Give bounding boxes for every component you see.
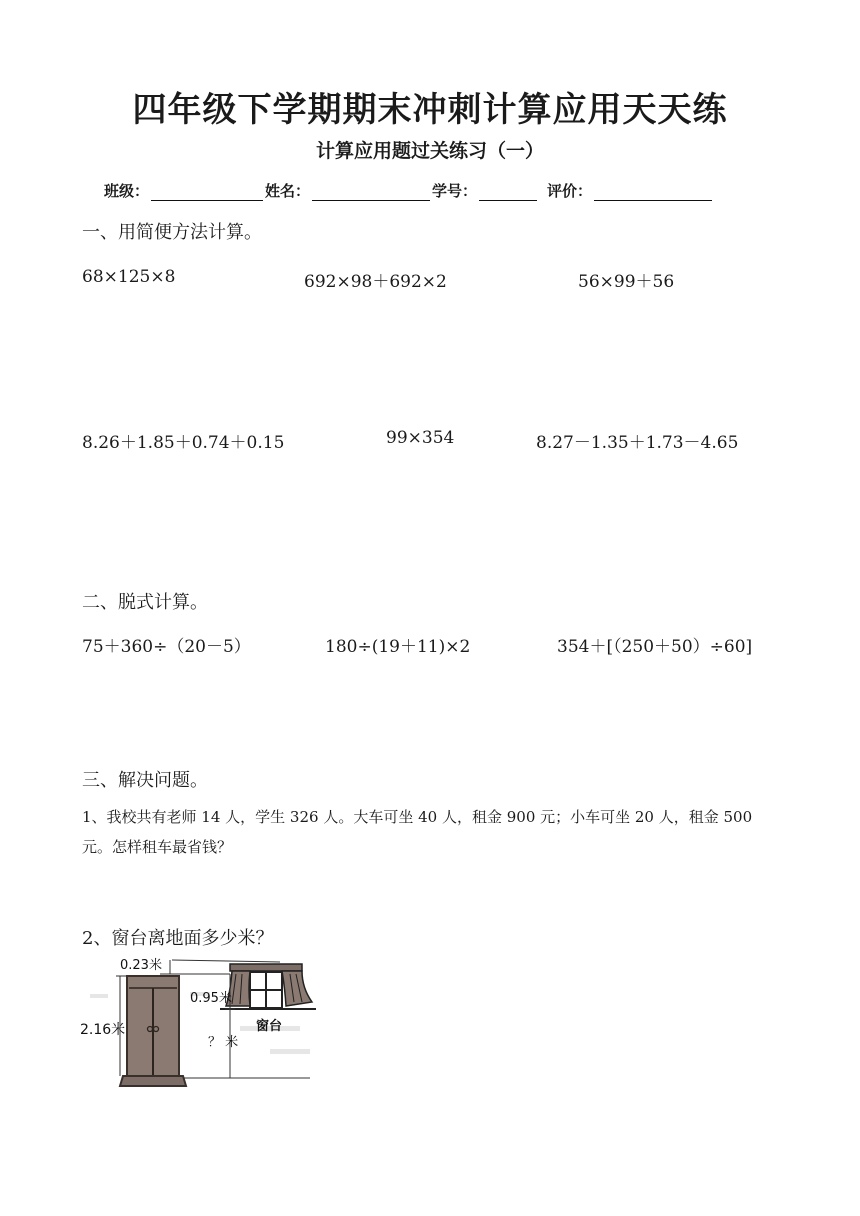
problem-1-3: 56×99＋56 — [578, 272, 675, 292]
class-blank[interactable] — [151, 182, 263, 201]
label-wardrobe-height: 2.16米 — [80, 1022, 126, 1038]
wardrobe-icon — [120, 976, 186, 1086]
page-title: 四年级下学期期末冲刺计算应用天天练 — [132, 90, 728, 130]
section-2-heading: 二、脱式计算。 — [82, 592, 208, 613]
grade-blank[interactable] — [594, 182, 712, 201]
student-info-row — [104, 180, 714, 201]
problem-2-3: 354＋[（250＋50）÷60] — [557, 637, 753, 657]
section-1-heading: 一、用简便方法计算。 — [82, 222, 262, 243]
label-top-gap: 0.23米 — [120, 958, 162, 973]
problem-2-2: 180÷(19＋11)×2 — [325, 637, 471, 657]
section-3-heading: 三、解决问题。 — [82, 770, 208, 791]
label-window-height: 0.95米 — [190, 991, 232, 1006]
name-blank[interactable] — [312, 182, 430, 201]
grade-label: 评价： — [547, 182, 593, 200]
word-problem-1 — [82, 802, 802, 862]
word-problem-1-line-1: 1、我校共有老师 14 人，学生 326 人。大车可坐 40 人，租金 900 元；小车可坐 20 人，租金 500 — [82, 808, 753, 826]
label-unknown-height: ？ 米 — [208, 1035, 239, 1050]
class-label: 班级： — [104, 182, 150, 200]
figure-svg — [80, 954, 320, 1094]
problem-1-4: 8.26＋1.85＋0.74＋0.15 — [82, 433, 285, 453]
wardrobe-window-figure — [80, 954, 320, 1098]
name-label: 姓名： — [265, 182, 311, 200]
label-window-sill: 窗台 — [256, 1019, 283, 1034]
word-problem-2: 2、窗台离地面多少米？ — [82, 928, 274, 949]
window-icon — [220, 964, 316, 1009]
problem-1-6: 8.27－1.35＋1.73－4.65 — [536, 433, 739, 453]
number-blank[interactable] — [479, 182, 537, 201]
problem-1-1: 68×125×8 — [82, 267, 176, 287]
page-subtitle: 计算应用题过关练习（一） — [315, 140, 544, 162]
word-problem-1-line-2: 元。怎样租车最省钱？ — [82, 838, 233, 856]
number-label: 学号： — [432, 182, 478, 200]
problem-2-1: 75＋360÷（20－5） — [82, 637, 251, 657]
problem-1-2: 692×98＋692×2 — [304, 272, 447, 292]
problem-1-5: 99×354 — [386, 428, 455, 448]
